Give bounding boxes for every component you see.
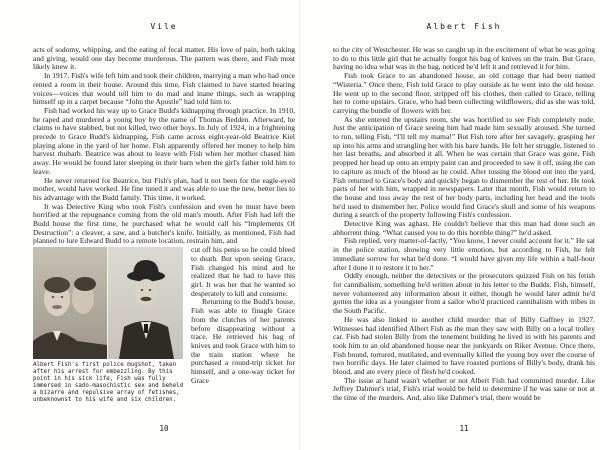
bowler-hat-portrait-photo (108, 247, 183, 359)
paragraph: He was also linked to another child murder: that of Billy Gaffney in 1927. Witnesses had identified Albert Fish as the man they saw with Billy on a local trolley car. Fish had stolen Billy from the tenement building he lived in with his parents and took him to an old abandoned house near the junkyards on Riker Avenue. Once there, Fish bound, tortured, mutilated, and eventually killed the young boy over the course of two horrific days. He later claimed to have roasted portions of Billy's body, drank his blood, and ate every piece of flesh he'd cooked. (333, 314, 595, 377)
paragraph: The issue at hand wasn't whether or not Albert Fish had committed murder. Like Jeffrey Dahmer's trial, Fish's trial would be held to determine if he was sane or not at the time of the murders. And, also like Dahmer's trial, there would be (333, 375, 595, 403)
paragraph: Fish took Grace to an abandoned house, an old cottage that had been named “Wisteria.” Once there, Fish told Grace to play outside as he went into the old house. He went up to the second floor, stripped off his clothes, then called to Grace, telling her to come upstairs. Grace, who had been collecting wildflowers, did as she was told, carrying the bundle of flowers with her. (333, 71, 595, 115)
page-left (33, 0, 295, 450)
double-mugshot-photo (33, 247, 107, 359)
figure-photos (33, 247, 183, 359)
page-gutter (299, 0, 300, 450)
paragraph: Returning to the Budd's house, Fish was able to finagle Grace from the clutches of her parents before disappearing without a trace. He retrieved his bag of knives and took Grace with him to the train station where he purchased a round-trip ticket for himself, and a one-way ticket for Grace (191, 297, 295, 385)
paragraph: In 1917, Fish's wife left him and took their children, marrying a man who had once rented a room in their house. Around this time, Fish claimed to have started hearing voices—voices that would tell him to do mad and inane things, such as wrapping himself up in a carpet because “John the Apostle” had told him to. (33, 71, 295, 107)
page-number-right: 11 (459, 424, 469, 433)
mugshot-figure (33, 247, 185, 418)
paragraph: Detective King was aghast. He couldn't believe that this man had done such an abhorrent thing. “What caused you to do this horrible thing?” he'd asked. (333, 219, 595, 237)
figure-caption: Albert Fish's first police mugshot, taken after his arrest for embezzling. By this point in his sick life, Fish was fully immersed in sado-masochistic sex and beheld a bizarre and repulsive array of fetishes, unbeknownst to his wife and six children. (33, 362, 184, 404)
paragraph: to the city of Westchester. He was so caught up in the excitement of what he was going to do to this little girl that he actually forgot his bag of knives on the train. But Grace, having no idea what was in the bag, noticed he'd left it and retrieved it for him. (333, 45, 595, 72)
paragraph: Oddly enough, neither the detectives or the prosecutors quizzed Fish on his fetish for cannibalism, something he'd written about in his letter to the Budds. Fish, himself, never volunteered any information about it either, though he would later admit he'd gotten the idea as a youngster from a sailor who'd practiced cannibalism with tribes in the South Pacific. (333, 271, 595, 316)
paragraph: He never returned for Beatrice, but Fish's plan, had it not been for the eagle-eyed mother, would have worked. He fine tuned it and was able to use the new, better lies to his advantage with the Budd family. This time, it worked. (33, 175, 295, 202)
paragraph: As she entered the upstairs room, she was horrified to see Fish completely nude. Just the anticipation of Grace seeing him had made him sexually aroused. She turned to run, telling Fish, “I'll tell my mama!” But Fish tore after her savagely, grasping her up into his arms and strangling her with his bare hands. He felt her struggle, listened to her last breaths, and absorbed it all. When he was certain that Grace was gone, Fish propped her head up onto an empty paint can and proceeded to saw it off, using the can to capture as much of the blood as he could. After tossing the blood out into the yard, Fish returned to Grace's body and quickly began to dismember the rest of her. He took parts of her with him, wrapped in newspapers. Later that month, Fish would return to the house and toss away the rest of her body parts, including her head and the tools he'd used to dismember her. Police would find Grace's skull and some of his weapons during a search of the property following Fish's confession. (333, 114, 595, 220)
left-page-body (33, 46, 295, 418)
paragraph: It was Detective King who took Fish's confession and even he must have been horrified at the repugnance coming from the old man's mouth. After Fish had left the Budd house the first time, he purchased what he would call his “Implements Of Destruction”: a cleaver, a saw, and a butcher's knife. Initially, as mentioned, Fish had planned to lure Edward Budd to a remote location, restrain him, and (33, 201, 295, 246)
right-page-body (333, 46, 595, 403)
text-wrap-zone (33, 245, 295, 404)
paragraph: acts of sodomy, whipping, and the eating of fecal matter. His love of pain, both taking and giving, would one day become murderous. The pattern was there, and Fish most likely knew it. (33, 45, 295, 72)
page-right (333, 0, 595, 450)
paragraph: Fish had worked his way up to Grace Budd's kidnapping through practice. In 1910, he raped and murdered a young boy by the name of Thomas Bedden. Afterward, he claims to have stabbed, but not killed, two other boys. In July of 1924, in a frightening precede to Grace Budd's kidnapping, Fish came across eight-year-old Beatrice Kiel playing alone in the yard of her home. Fish apparently offered her money to help him harvest rhubarb. Beatrice was about to leave with Fish when her mother chased him away. He would be found later sleeping in their barn when the girl's father told him to leave. (33, 105, 295, 176)
page-number-left: 10 (159, 424, 169, 433)
paragraph: Fish replied, very matter-of-factly, “You know, I never could account for it.” He sat in the police station, showing very little emotion, but according to Fish, he felt immediate sorrow for what he'd done. “I would have given my life within a half-hour after I done it to restore it to her.” (333, 236, 595, 272)
running-head-left: Vile (150, 22, 178, 31)
running-head-right: Albert Fish (426, 22, 502, 31)
paragraph: cut off his penis so he could bleed to death. But upon seeing Grace, Fish changed his mind and he realized that he had to have this girl. It was her that he wanted so desperately to kill and consume. (191, 245, 295, 298)
